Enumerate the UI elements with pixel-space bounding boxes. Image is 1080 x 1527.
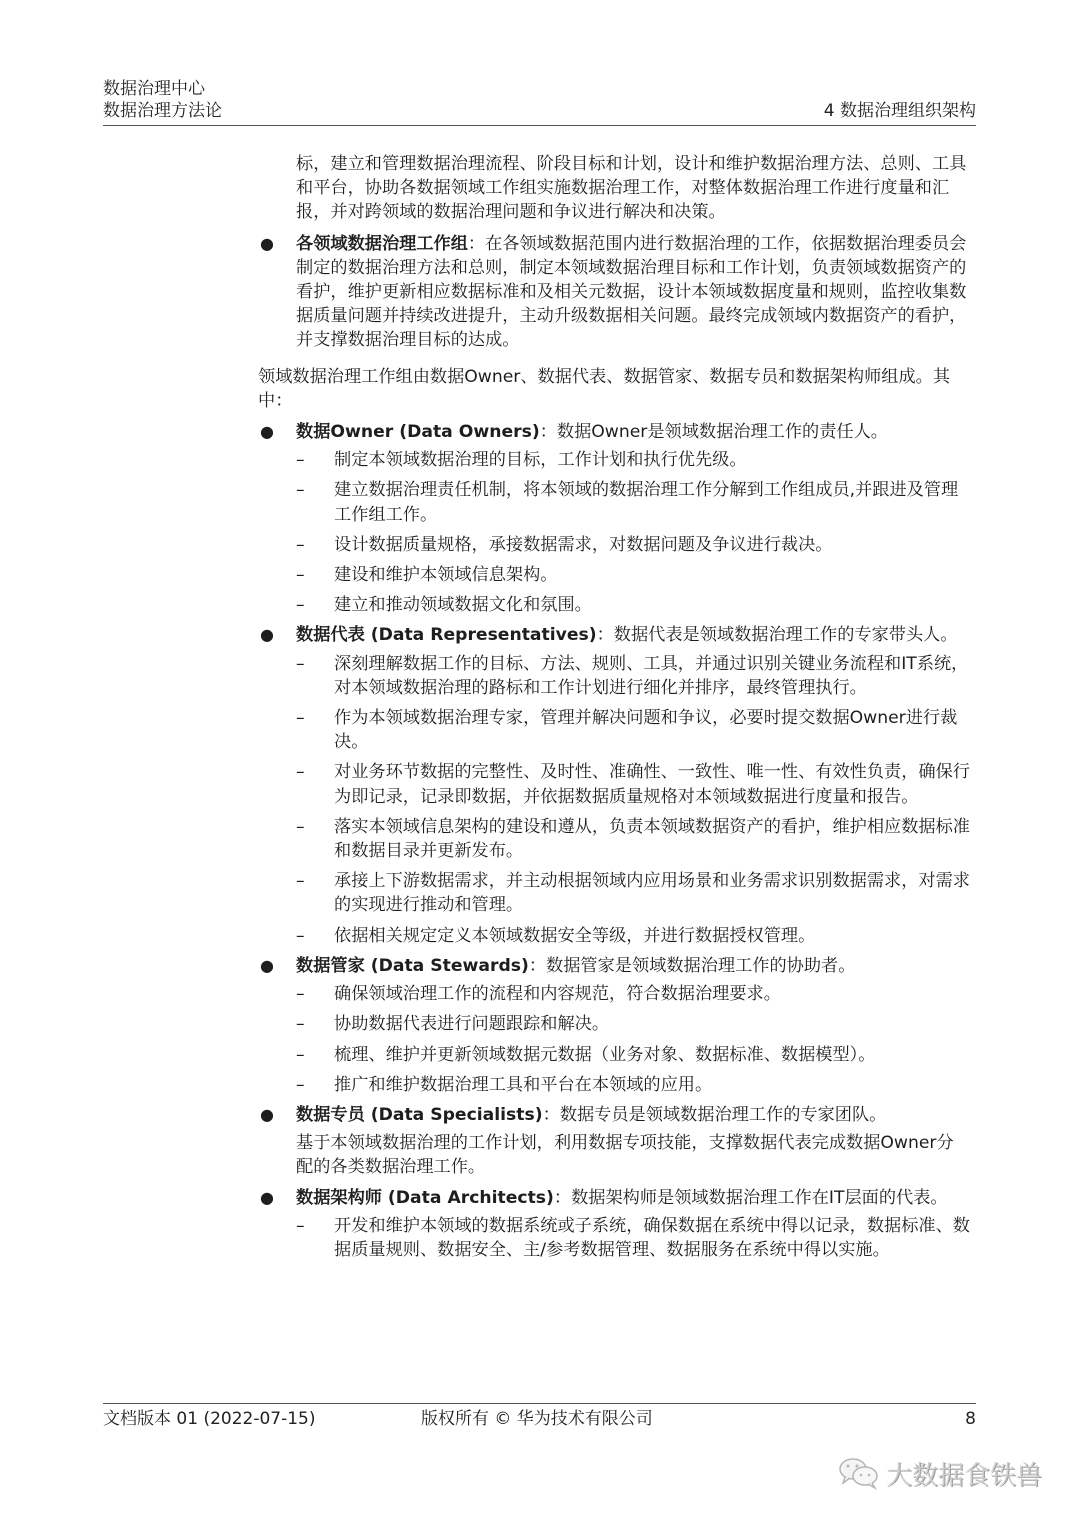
dash-icon: –: [296, 762, 305, 783]
role-data-specialist: [258, 1103, 970, 1180]
role-title: 数据Owner (Data Owners): [296, 422, 540, 443]
dash-icon: –: [296, 925, 305, 946]
duty-item: [296, 982, 970, 1006]
duty-item: [296, 652, 970, 700]
bullet-title: 各领域数据治理工作组: [296, 233, 468, 254]
dash-icon: –: [296, 653, 305, 674]
bullet-domain-group: [258, 232, 970, 353]
role-desc: ：数据Owner是领域数据治理工作的责任人。: [539, 422, 888, 443]
header-chapter: 4 数据治理组织架构: [823, 101, 976, 121]
duty-item: [296, 448, 970, 472]
bullet-icon: ●: [260, 233, 274, 253]
duty-text: 作为本领域数据治理专家，管理并解决问题和争议，必要时提交数据Owner进行裁决。: [334, 708, 958, 753]
role-duties: [296, 982, 970, 1097]
dash-icon: –: [296, 450, 305, 471]
bullet-icon: ●: [260, 1104, 274, 1124]
duty-item: [296, 1043, 970, 1067]
document-body: [258, 152, 970, 1268]
duty-text: 推广和维护数据治理工具和平台在本领域的应用。: [334, 1074, 713, 1095]
duty-text: 梳理、维护并更新领域数据元数据（业务对象、数据标准、数据模型）。: [334, 1044, 876, 1065]
dash-icon: –: [296, 984, 305, 1005]
duty-text: 对业务环节数据的完整性、及时性、准确性、一致性、唯一性、有效性负责，确保行为即记录，记录即数据，并依据数据质量规格对本领域数据进行度量和报告。: [334, 762, 970, 807]
duty-text: 依据相关规定定义本领域数据安全等级，并进行数据授权管理。: [334, 925, 816, 946]
role-title: 数据代表 (Data Representatives): [296, 625, 597, 646]
role-body: 基于本领域数据治理的工作计划，利用数据专项技能，支撑数据代表完成数据Owner分配的各类数据治理工作。: [296, 1133, 954, 1178]
duty-item: [296, 1214, 970, 1262]
duty-text: 承接上下游数据需求，并主动根据领域内应用场景和业务需求识别数据需求，对需求的实现进行推动和管理。: [334, 871, 970, 916]
dash-icon: –: [296, 871, 305, 892]
role-desc: ：数据代表是领域数据治理工作的专家带头人。: [596, 625, 958, 646]
header-product: 数据治理中心: [103, 79, 205, 99]
duty-item: [296, 869, 970, 917]
duty-text: 建立数据治理责任机制，将本领域的数据治理工作分解到工作组成员,并跟进及管理工作组工作。: [334, 480, 959, 525]
duty-text: 协助数据代表进行问题跟踪和解决。: [334, 1014, 610, 1035]
dash-icon: –: [296, 1044, 305, 1065]
role-duties: [296, 448, 970, 617]
duty-item: [296, 478, 970, 526]
page-number: 8: [965, 1409, 976, 1429]
duty-text: 开发和维护本领域的数据系统或子系统，确保数据在系统中得以记录，数据标准、数据质量规则、数据安全、主/参考数据管理、数据服务在系统中得以实施。: [334, 1215, 970, 1260]
role-data-owner: [258, 420, 970, 617]
duty-text: 设计数据质量规格，承接数据需求，对数据问题及争议进行裁决。: [334, 534, 833, 555]
header-line-1: [103, 78, 976, 100]
duty-text: 制定本领域数据治理的目标，工作计划和执行优先级。: [334, 450, 747, 471]
dash-icon: –: [296, 534, 305, 555]
dash-icon: –: [296, 480, 305, 501]
dash-icon: –: [296, 1215, 305, 1236]
copyright: 版权所有 © 华为技术有限公司: [421, 1409, 653, 1429]
duty-text: 建设和维护本领域信息架构。: [334, 565, 558, 586]
dash-icon: –: [296, 1014, 305, 1035]
dash-icon: –: [296, 1074, 305, 1095]
duty-item: [296, 760, 970, 808]
duty-item: [296, 924, 970, 948]
duty-text: 深刻理解数据工作的目标、方法、规则、工具，并通过识别关键业务流程和IT系统，对本领域数据治理的路标和工作计划进行细化并排序，最终管理执行。: [334, 653, 969, 698]
duty-item: [296, 815, 970, 863]
duty-text: 确保领域治理工作的流程和内容规范，符合数据治理要求。: [334, 984, 781, 1005]
role-data-architect: [258, 1186, 970, 1263]
duty-item: [296, 593, 970, 617]
dash-icon: –: [296, 565, 305, 586]
dash-icon: –: [296, 595, 305, 616]
wechat-icon: [838, 1456, 880, 1490]
header-doc-title: 数据治理方法论: [103, 101, 222, 121]
duty-item: [296, 1012, 970, 1036]
duty-item: [296, 563, 970, 587]
duty-item: [296, 533, 970, 557]
bullet-icon: ●: [260, 625, 274, 645]
duty-text: 落实本领域信息架构的建设和遵从，负责本领域数据资产的看护，维护相应数据标准和数据目录并更新发布。: [334, 816, 970, 862]
doc-version: 文档版本 01 (2022-07-15): [103, 1409, 316, 1429]
role-duties: [296, 652, 970, 948]
page-footer: [103, 1403, 976, 1429]
bullet-icon: ●: [260, 422, 274, 442]
role-duties: [296, 1214, 970, 1262]
composition-paragraph: 领域数据治理工作组由数据Owner、数据代表、数据管家、数据专员和数据架构师组成。其中：: [258, 366, 951, 411]
role-title: 数据架构师 (Data Architects): [296, 1187, 554, 1208]
header-line-2: [103, 100, 976, 122]
role-title: 数据管家 (Data Stewards): [296, 955, 529, 976]
role-desc: ：数据管家是领域数据治理工作的协助者。: [528, 955, 856, 976]
dash-icon: –: [296, 816, 305, 837]
role-data-representative: [258, 623, 970, 947]
duty-text: 建立和推动领域数据文化和氛围。: [334, 595, 592, 616]
role-desc: ：数据架构师是领域数据治理工作在IT层面的代表。: [553, 1187, 948, 1208]
bullet-icon: ●: [260, 1187, 274, 1207]
role-data-steward: [258, 954, 970, 1097]
duty-item: [296, 1073, 970, 1097]
watermark-text: 大数据食铁兽: [886, 1460, 1043, 1491]
dash-icon: –: [296, 708, 305, 729]
role-title: 数据专员 (Data Specialists): [296, 1104, 543, 1125]
role-desc: ：数据专员是领域数据治理工作的专家团队。: [542, 1104, 887, 1125]
watermark: [838, 1453, 1042, 1493]
intro-continuation: 标，建立和管理数据治理流程、阶段目标和计划，设计和维护数据治理方法、总则、工具和平台，协助各数据领域工作组实施数据治理工作，对整体数据治理工作进行度量和汇报，并对跨领域的数据治理问题和争议进行解决和决策。: [296, 154, 967, 223]
duty-item: [296, 706, 970, 754]
page-header: [103, 78, 976, 126]
bullet-icon: ●: [260, 955, 274, 975]
bullet-text: ：在各领域数据范围内进行数据治理的工作，依据数据治理委员会制定的数据治理方法和总则，制定本领域数据治理目标和工作计划，负责领域数据资产的看护，维护更新相应数据标准和及相关元数据，设计本领域数据度量和规则，监控收集数据质量问题并持续改进提升，主动升级数据相关问题。最终完成领域内数据资产的看护，并支撑数据治理目标的达成。: [296, 233, 967, 351]
